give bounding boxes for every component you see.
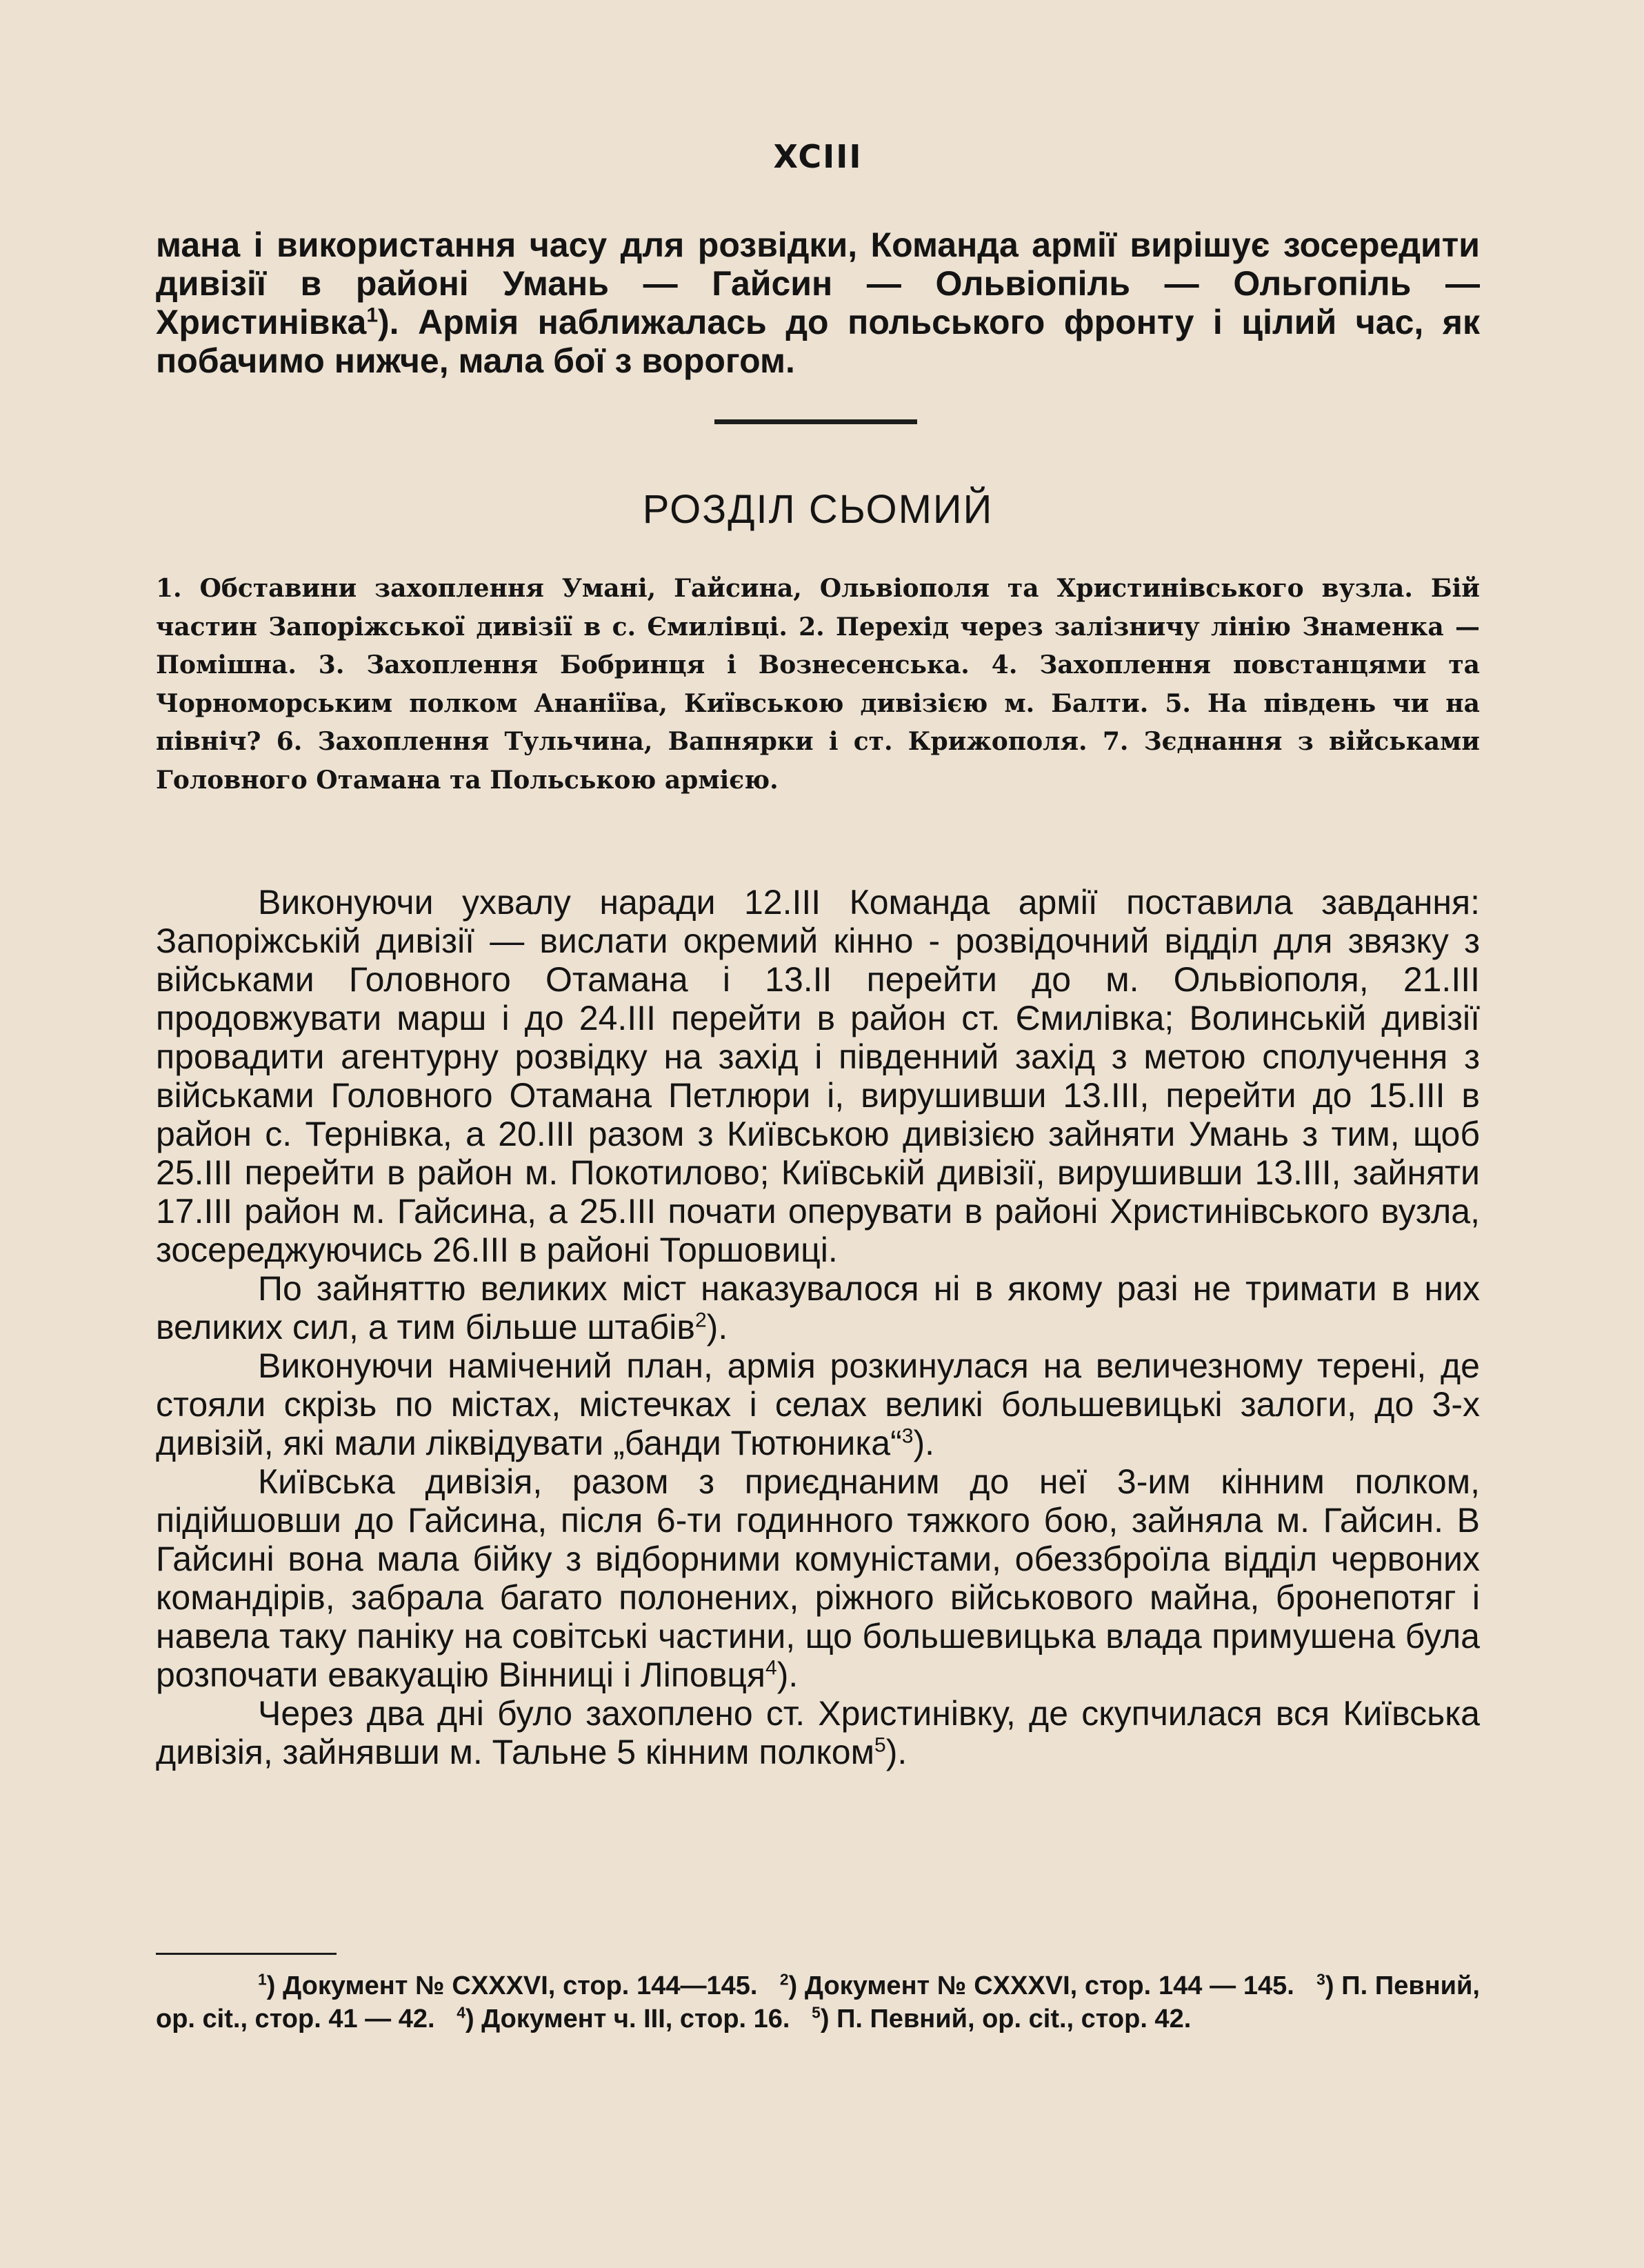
intro-text-end: ). Армія наближалась до польського фронту і цілий час, як побачимо нижче, мала бої з ворогом.	[156, 303, 1480, 380]
paragraph-2-end: ).	[706, 1308, 728, 1346]
main-text	[156, 883, 1480, 1771]
book-page	[156, 0, 1480, 2268]
paragraph-3-text: Виконуючи намічений план, армія розкинулася на величезному терені, де стояли скрізь по містах, містечках і селах великі большевицькі залоги, до 3-х дивізій, які мали ліквідувати „банди Тютюника“	[156, 1346, 1480, 1462]
footnote-2-mark: 2	[779, 1970, 789, 1989]
footnotes	[156, 1969, 1480, 2036]
footnote-3: ) П. Певний, op. cit., стор. 41 — 42.	[156, 1971, 1480, 2033]
paragraph-5-text: Через два дні було захоплено ст. Христинівку, де скупчилася вся Київська дивізія, зайнявши м. Тальне 5 кінним полком	[156, 1694, 1480, 1771]
footnote-ref-1: 1	[366, 304, 379, 327]
paragraph-4-text: Київська дивізія, разом з приєднаним до неї 3-им кінним полком, підійшовши до Гайсина, після 6-ти годинного тяжкого бою, зайняла м. Гайсин. В Гайсині вона мала бійку з відборними комуністами, обеззброїла відділ червоних командірів, забрала багато полонених, ріжного військового майна, бронепотяг і навела таку паніку на совітські частини, що большевицька влада примушена була розпочати евакуацію Вінниці і Ліповця	[156, 1462, 1480, 1694]
footnote-2: ) Документ № CXXXVI, стор. 144 — 145.	[788, 1971, 1294, 2000]
page-number: XCIII	[773, 138, 863, 175]
paragraph-2	[156, 1269, 1480, 1346]
paragraph-5	[156, 1694, 1480, 1771]
footnote-5: ) П. Певний, op. cit., стор. 42.	[820, 2005, 1192, 2033]
intro-text: мана і використання часу для розвідки, Команда армії вирішує зосередити дивізії в районі Умань — Гайсин — Ольвіопіль — Ольгопіль — Христинівка	[156, 226, 1480, 341]
footnote-ref-2: 2	[694, 1309, 707, 1332]
footnote-ref-5: 5	[874, 1733, 886, 1757]
footnote-ref-3: 3	[901, 1424, 914, 1448]
footnote-ref-4: 4	[765, 1656, 777, 1680]
footnote-4: ) Документ ч. III, стор. 16.	[465, 2005, 790, 2033]
paragraph-2-text: По зайняттю великих міст наказувалося ні в якому разі не тримати в них великих сил, а тим більше штабів	[156, 1269, 1480, 1346]
footnote-5-mark: 5	[812, 2003, 821, 2022]
paragraph-1: Виконуючи ухвалу наради 12.III Команда армії поставила завдання: Запоріжській дивізії — вислати окремий кінно - розвідочний відділ для звязку з військами Головного Отамана і 13.II перейти до м. Ольвіополя, 21.III продовжувати марш і до 24.III перейти в район ст. Ємилівка; Волинській дивізії провадити агентурну розвідку на захід і південний захід з метою сполучення з військами Головного Отамана Петлюри і, вирушивши 13.III, перейти до 15.III в район с. Тернівка, а 20.III разом з Київською дивізією зайняти Умань з тим, щоб 25.III перейти в район м. Покотилово; Київській дивізії, вирушивши 13.III, зайняти 17.III район м. Гайсина, а 25.III почати оперувати в районі Христинівського вузла, зосереджуючись 26.III в районі Торшовиці.	[156, 883, 1480, 1269]
intro-paragraph	[156, 226, 1480, 380]
chapter-summary: 1. Обставини захоплення Умані, Гайсина, Ольвіополя та Христинівського вузла. Бій частин Запоріжської дивізії в с. Ємилівці. 2. Перехід через залізничу лінію Знаменка — Помішна. 3. Захоплення Бобринця і Вознесенська. 4. Захоплення повстанцями та Чорноморським полком Ананіїва, Київською дивізією м. Балти. 5. На південь чи на північ? 6. Захоплення Тульчина, Вапнярки і ст. Крижополя. 7. Зєднання з військами Головного Отамана та Польською армією.	[156, 574, 1480, 795]
paragraph-5-end: ).	[885, 1733, 908, 1771]
chapter-title: РОЗДІЛ СЬОМИЙ	[642, 487, 994, 532]
footnote-3-mark: 3	[1316, 1970, 1325, 1989]
footnote-4-mark: 4	[457, 2003, 465, 2022]
paragraph-3-end: ).	[913, 1424, 934, 1462]
paragraph-4-end: ).	[776, 1655, 799, 1694]
paragraph-4	[156, 1462, 1480, 1694]
footnote-1: ) Документ № CXXXVI, стор. 144—145.	[266, 1971, 758, 2000]
footnote-1-mark: 1	[258, 1970, 267, 1989]
footnote-divider	[156, 1953, 337, 1955]
section-divider	[714, 419, 917, 424]
paragraph-3	[156, 1346, 1480, 1462]
